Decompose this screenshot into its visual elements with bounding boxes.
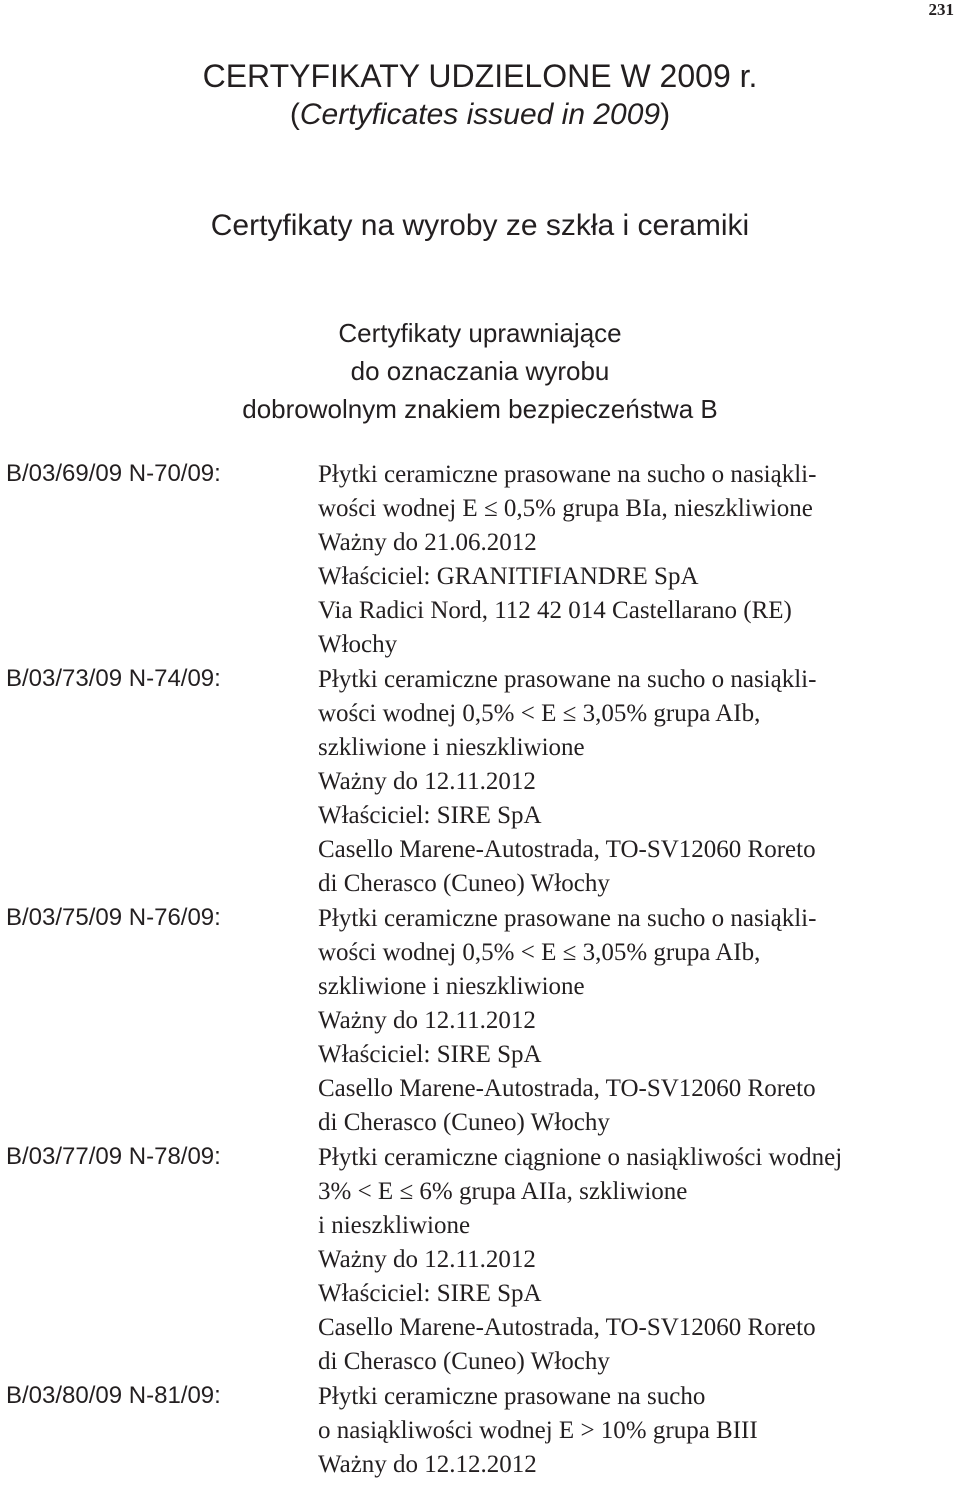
- owner-name: Właściciel: SIRE SpA: [318, 802, 542, 829]
- certificate-description: [318, 1379, 958, 1482]
- certificate-entry: [0, 662, 960, 901]
- validity-date: Ważny do 12.11.2012: [318, 1246, 536, 1273]
- certificate-entry: [0, 901, 960, 1140]
- certificate-description: [318, 901, 958, 1140]
- certificate-entry: [0, 1379, 960, 1482]
- owner-address: Casello Marene-Autostrada, TO-SV12060 Roreto: [318, 836, 816, 863]
- certificate-code: B/03/73/09 N-74/09:: [6, 665, 221, 692]
- subtitle-close-paren: ): [660, 98, 671, 131]
- description-line: wości wodnej 0,5% < E ≤ 3,05% grupa AIb,: [318, 939, 761, 966]
- subsection-heading: [0, 314, 960, 428]
- certificate-entry: [0, 1140, 960, 1379]
- description-line: i nieszkliwione: [318, 1212, 471, 1239]
- certificate-description: [318, 457, 958, 662]
- validity-date: Ważny do 12.12.2012: [318, 1451, 537, 1478]
- owner-address: Via Radici Nord, 112 42 014 Castellarano (RE): [318, 597, 792, 624]
- owner-address: di Cherasco (Cuneo) Włochy: [318, 1348, 610, 1375]
- owner-name: Właściciel: SIRE SpA: [318, 1041, 542, 1068]
- description-line: wości wodnej 0,5% < E ≤ 3,05% grupa AIb,: [318, 700, 761, 727]
- validity-date: Ważny do 12.11.2012: [318, 1007, 536, 1034]
- description-line: szkliwione i nieszkliwione: [318, 973, 585, 1000]
- subsection-line: dobrowolnym znakiem bezpieczeństwa B: [242, 394, 718, 424]
- owner-address: Włochy: [318, 631, 398, 658]
- description-line: szkliwione i nieszkliwione: [318, 734, 585, 761]
- subsection-line: do oznaczania wyrobu: [350, 356, 610, 386]
- description-line: Płytki ceramiczne ciągnione o nasiąkliwości wodnej: [318, 1144, 843, 1171]
- subtitle-text: Certyficates issued in 2009: [299, 98, 661, 131]
- owner-address: Casello Marene-Autostrada, TO-SV12060 Roreto: [318, 1075, 816, 1102]
- validity-date: Ważny do 12.11.2012: [318, 768, 536, 795]
- subtitle-open-paren: (: [289, 98, 300, 131]
- description-line: Płytki ceramiczne prasowane na sucho: [318, 1383, 706, 1410]
- owner-address: Casello Marene-Autostrada, TO-SV12060 Roreto: [318, 1314, 816, 1341]
- certificate-entry: [0, 457, 960, 662]
- owner-name: Właściciel: GRANITIFIANDRE SpA: [318, 563, 699, 590]
- description-line: wości wodnej E ≤ 0,5% grupa BIa, nieszkliwione: [318, 495, 813, 522]
- certificate-description: [318, 662, 958, 901]
- document-title: [0, 56, 960, 134]
- certificate-list: [0, 457, 960, 1482]
- validity-date: Ważny do 21.06.2012: [318, 529, 537, 556]
- certificate-code: B/03/77/09 N-78/09:: [6, 1143, 221, 1170]
- owner-name: Właściciel: SIRE SpA: [318, 1280, 542, 1307]
- title-subtitle: [0, 96, 960, 134]
- description-line: Płytki ceramiczne prasowane na sucho o nasiąkli-: [318, 461, 817, 488]
- owner-address: di Cherasco (Cuneo) Włochy: [318, 870, 610, 897]
- description-line: Płytki ceramiczne prasowane na sucho o nasiąkli-: [318, 666, 817, 693]
- section-title: Certyfikaty na wyroby ze szkła i ceramiki: [210, 209, 750, 242]
- description-line: 3% < E ≤ 6% grupa AIIa, szkliwione: [318, 1178, 688, 1205]
- description-line: o nasiąkliwości wodnej E > 10% grupa BIII: [318, 1417, 758, 1444]
- certificate-code: B/03/69/09 N-70/09:: [6, 460, 221, 487]
- certificate-description: [318, 1140, 958, 1379]
- title-main: CERTYFIKATY UDZIELONE W 2009 r.: [202, 58, 758, 94]
- certificate-code: B/03/75/09 N-76/09:: [6, 904, 221, 931]
- description-line: Płytki ceramiczne prasowane na sucho o nasiąkli-: [318, 905, 817, 932]
- certificate-code: B/03/80/09 N-81/09:: [6, 1382, 221, 1409]
- owner-address: di Cherasco (Cuneo) Włochy: [318, 1109, 610, 1136]
- subsection-line: Certyfikaty uprawniające: [338, 318, 622, 348]
- page-number: 231: [928, 0, 954, 19]
